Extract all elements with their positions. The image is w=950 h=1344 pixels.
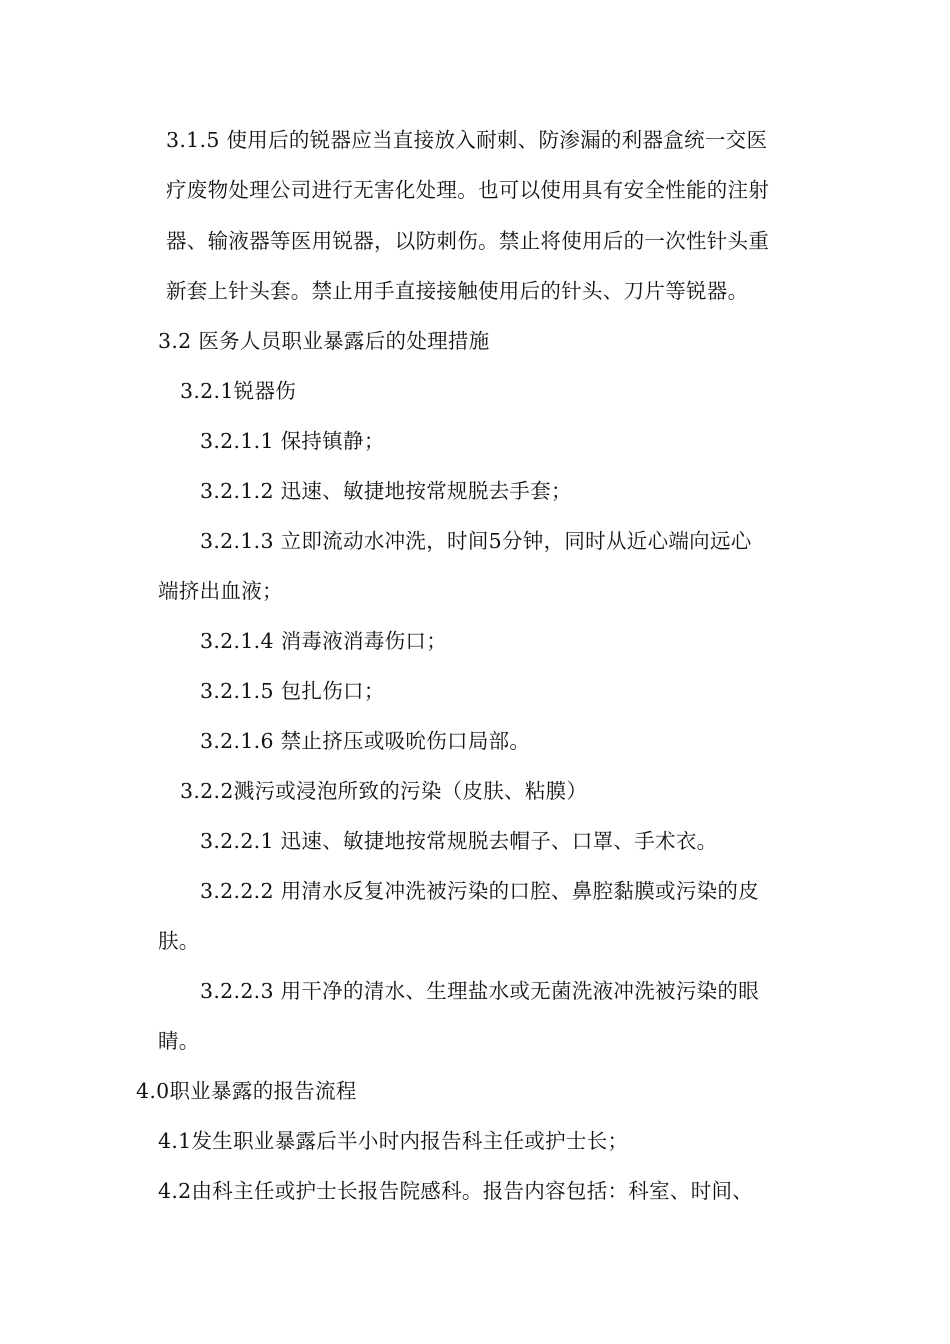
paragraph-3-1-5-line-3: 器、输液器等医用锐器，以防刺伤。禁止将使用后的一次性针头重 [166, 229, 770, 253]
item-3-2-2-2-line-1: 3.2.2.2 用清水反复冲洗被污染的口腔、鼻腔黏膜或污染的皮 [200, 879, 760, 903]
paragraph-3-1-5-line-4: 新套上针头套。禁止用手直接接触使用后的针头、刀片等锐器。 [166, 279, 749, 303]
item-3-2-1-4: 3.2.1.4 消毒液消毒伤口； [200, 629, 448, 653]
item-3-2-1-6: 3.2.1.6 禁止挤压或吸吮伤口局部。 [200, 729, 531, 753]
paragraph-3-1-5-line-1: 3.1.5 使用后的锐器应当直接放入耐刺、防渗漏的利器盒统一交医 [166, 128, 768, 152]
heading-3-2: 3.2 医务人员职业暴露后的处理措施 [158, 329, 490, 353]
item-3-2-2-2-line-2: 肤。 [158, 929, 200, 953]
heading-3-2-1: 3.2.1锐器伤 [180, 379, 297, 403]
item-3-2-1-2: 3.2.1.2 迅速、敏捷地按常规脱去手套； [200, 479, 572, 503]
item-4-1: 4.1发生职业暴露后半小时内报告科主任或护士长； [158, 1129, 629, 1153]
item-3-2-2-3-line-2: 睛。 [158, 1029, 200, 1053]
item-4-2-line-1: 4.2由科主任或护士长报告院感科。报告内容包括：科室、时间、 [158, 1179, 754, 1203]
heading-4-0: 4.0职业暴露的报告流程 [136, 1079, 357, 1103]
item-3-2-1-5: 3.2.1.5 包扎伤口； [200, 679, 385, 703]
item-3-2-1-3-line-1: 3.2.1.3 立即流动水冲洗，时间5分钟，同时从近心端向远心 [200, 529, 752, 553]
item-3-2-2-1: 3.2.2.1 迅速、敏捷地按常规脱去帽子、口罩、手术衣。 [200, 829, 718, 853]
item-3-2-1-1: 3.2.1.1 保持镇静； [200, 429, 385, 453]
paragraph-3-1-5-line-2: 疗废物处理公司进行无害化处理。也可以使用具有安全性能的注射 [166, 178, 770, 202]
item-3-2-2-3-line-1: 3.2.2.3 用干净的清水、生理盐水或无菌洗液冲洗被污染的眼 [200, 979, 760, 1003]
item-3-2-1-3-line-2: 端挤出血液； [158, 579, 283, 603]
heading-3-2-2: 3.2.2溅污或浸泡所致的污染（皮肤、粘膜） [180, 779, 588, 803]
